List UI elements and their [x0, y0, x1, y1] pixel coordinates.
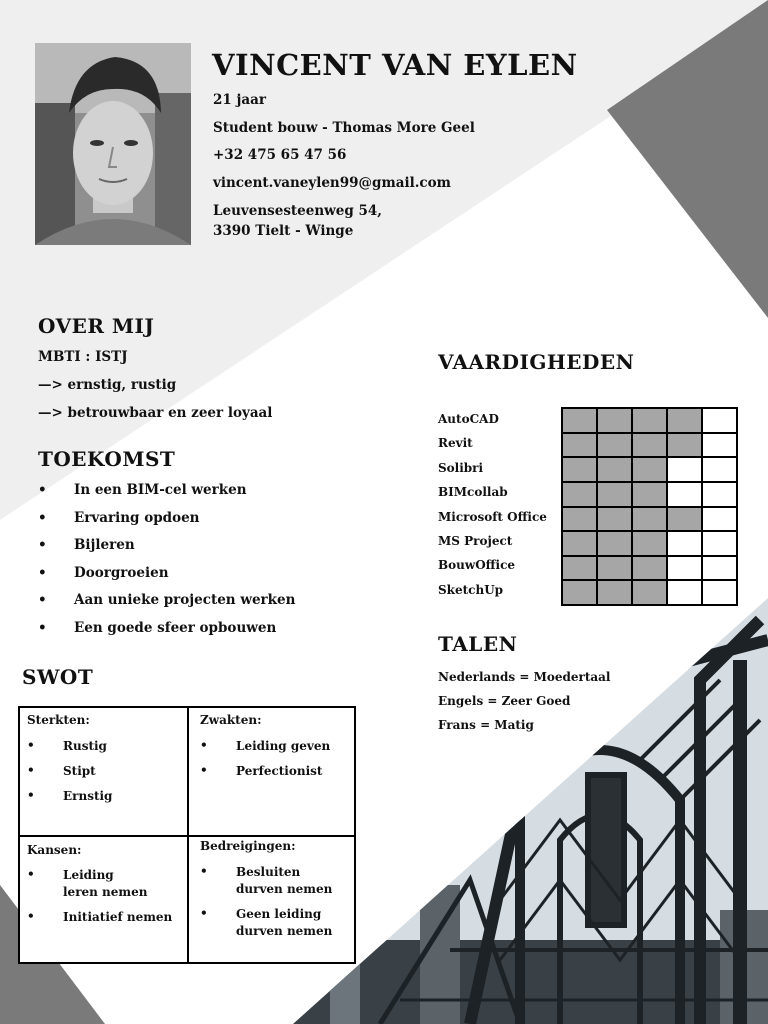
skill-name: SketchUp: [438, 582, 504, 597]
language-item: Frans = Matig: [438, 718, 534, 732]
bullet-icon: •: [38, 537, 47, 554]
skill-level-cell: [563, 409, 596, 432]
skill-level-cell: [633, 409, 666, 432]
skill-level-cell: [668, 434, 701, 457]
skill-level-cell: [598, 483, 631, 506]
skill-name: Revit: [438, 436, 473, 451]
skill-name: Solibri: [438, 460, 484, 475]
talen-title: TALEN: [438, 632, 518, 656]
skill-level-cell: [598, 508, 631, 531]
bullet-icon: •: [38, 482, 47, 498]
email: vincent.vaneylen99@gmail.com: [213, 175, 451, 191]
language-item: Engels = Zeer Goed: [438, 694, 571, 708]
skill-name: MS Project: [438, 534, 513, 548]
skill-level-cell: [598, 532, 631, 555]
over-mij-line: —> ernstig, rustig: [38, 377, 177, 393]
over-mij-line: MBTI : ISTJ: [38, 349, 128, 365]
skill-level-grid: [561, 407, 738, 606]
skill-level-cell: [668, 581, 701, 604]
skill-name: BouwOffice: [438, 558, 516, 573]
skill-level-cell: [633, 557, 666, 580]
skill-level-cell: [703, 458, 736, 481]
skill-level-cell: [598, 434, 631, 457]
skill-level-cell: [703, 483, 736, 506]
skill-level-cell: [563, 532, 596, 555]
skill-level-cell: [668, 557, 701, 580]
kansen-title: Kansen:: [27, 843, 82, 857]
skill-name: AutoCAD: [438, 412, 499, 426]
skill-level-cell: [703, 508, 736, 531]
skill-level-cell: [633, 532, 666, 555]
skill-level-cell: [668, 483, 701, 506]
skill-level-cell: [598, 557, 631, 580]
profile-photo: [35, 43, 191, 245]
language-item: Nederlands = Moedertaal: [438, 670, 611, 684]
skill-level-cell: [668, 409, 701, 432]
zwakten-title: Zwakten:: [200, 713, 262, 727]
sterkten-title: Sterkten:: [27, 713, 90, 727]
skill-level-cell: [563, 483, 596, 506]
skill-level-cell: [703, 557, 736, 580]
skill-level-cell: [703, 434, 736, 457]
skill-level-cell: [703, 581, 736, 604]
skill-level-cell: [563, 508, 596, 531]
skill-level-cell: [563, 434, 596, 457]
full-name: VINCENT VAN EYLEN: [212, 48, 578, 82]
skill-level-cell: [668, 458, 701, 481]
vaardigheden-title: VAARDIGHEDEN: [438, 350, 635, 374]
skill-level-cell: [668, 508, 701, 531]
address-line-1: Leuvensesteenweg 54,: [213, 203, 383, 219]
bullet-icon: •: [38, 509, 47, 526]
bullet-icon: •: [38, 564, 47, 581]
skill-level-cell: [633, 581, 666, 604]
skill-name: BIMcollab: [438, 485, 508, 500]
skill-name: Microsoft Office: [438, 509, 547, 524]
phone: +32 475 65 47 56: [213, 147, 347, 163]
skill-level-cell: [633, 508, 666, 531]
skill-level-cell: [633, 434, 666, 457]
skill-level-cell: [703, 532, 736, 555]
skill-level-cell: [598, 458, 631, 481]
bullet-icon: •: [38, 592, 47, 609]
skill-level-cell: [598, 581, 631, 604]
swot-table: Sterkten: • Rustig • Stipt • Ernstig Zwakten: • Leiding geven • Perfectionist Kansen: • Leiding leren nemen • Initiatief nemen Bedreigingen: • Besluiten durven nemen • Geen leiding durven nemen: [18, 706, 356, 964]
skill-level-cell: [633, 458, 666, 481]
address-line-2: 3390 Tielt - Winge: [213, 223, 354, 239]
swot-divider: [20, 835, 354, 837]
skill-level-cell: [668, 532, 701, 555]
toekomst-title: TOEKOMST: [38, 447, 176, 471]
bedreigingen-title: Bedreigingen:: [200, 839, 296, 853]
bullet-icon: •: [38, 620, 47, 636]
age: 21 jaar: [213, 92, 266, 108]
skill-level-cell: [563, 458, 596, 481]
swot-title: SWOT: [22, 665, 94, 689]
skill-level-cell: [598, 409, 631, 432]
skill-level-cell: [633, 483, 666, 506]
bridge-photo: [293, 598, 768, 1024]
skill-level-cell: [563, 557, 596, 580]
skill-level-cell: [563, 581, 596, 604]
over-mij-line: —> betrouwbaar en zeer loyaal: [38, 405, 273, 421]
study: Student bouw - Thomas More Geel: [213, 120, 475, 136]
skill-level-cell: [703, 409, 736, 432]
over-mij-title: OVER MIJ: [38, 314, 155, 338]
